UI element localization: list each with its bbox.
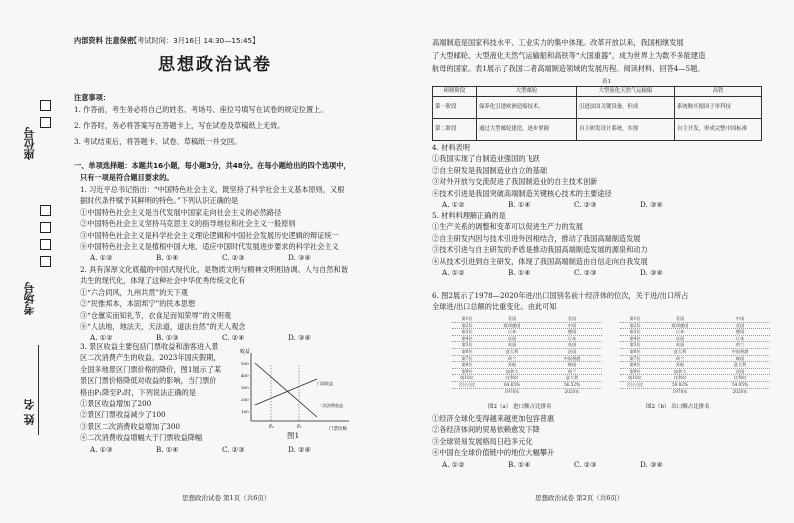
rank-cell: 意大利 (505, 348, 519, 354)
table-cell: 通过大型邮轮建造，逐步掌握 (477, 119, 577, 141)
rank-cell: 法国 (735, 368, 745, 374)
rank-row (452, 375, 602, 382)
rank-row (452, 323, 602, 330)
rank-row (452, 329, 602, 336)
question-line: 据时代条件赋予其鲜明的特色。”下列认识正确的是 (80, 196, 239, 206)
rank-cell: 意大利 (733, 362, 747, 368)
rank-cell: 荷兰 (735, 342, 745, 348)
rank-cell: 德国 (735, 329, 745, 335)
question-line: ②中国特色社会主义坚持马克思主义的指导地位和社会主义一般原则 (80, 219, 296, 229)
rank-cell: 联邦德国 (671, 322, 689, 328)
y-tick: 100 (241, 409, 249, 414)
table-cell: 自主研发设计系统，实现 (577, 119, 675, 141)
option-a: A. ①② (90, 333, 113, 343)
question-line: ②景区门票收益减少了100 (80, 410, 166, 420)
rank-cell: 日本 (675, 329, 685, 335)
option-a: A. ①② (442, 200, 465, 210)
option-b: B. ①④ (508, 200, 531, 210)
rank-cell: 荷兰 (675, 355, 685, 361)
year-label: 2020年 (732, 388, 748, 394)
rank-cell: 比利时 (505, 375, 519, 381)
rank-cell: 苏联 (507, 362, 517, 368)
option-b: B. ①④ (156, 444, 179, 454)
rank-cell: 法国 (567, 348, 577, 354)
option-c: C. ②③ (574, 200, 597, 210)
question-line: ④中国在全球价值链中的地位大幅攀升 (432, 448, 555, 458)
rank-cell: 第9位 (629, 368, 641, 374)
rank-row (452, 349, 602, 356)
table-row (433, 97, 762, 119)
exam-time: 【考试时间：3月16日 14:30—15:45】 (130, 36, 260, 45)
year-label: 1978年 (672, 388, 688, 394)
section-heading: 只有一项是符合题目要求的。 (80, 173, 174, 182)
rank-row (452, 336, 602, 343)
rank-cell: 意大利 (565, 375, 579, 381)
seat-label: 座位号 (23, 127, 36, 160)
question-line: 全国多地景区门票价格的降价，图1展示了某 (80, 364, 222, 374)
year-label: 1978年 (504, 388, 520, 394)
y-tick: 200 (241, 397, 249, 402)
question-line: ③景区二次消费收益增加了300 (80, 421, 180, 431)
rank-cell: 第9位 (461, 368, 473, 374)
rank-row (620, 336, 770, 343)
rank-row (620, 356, 770, 363)
figure-2b (620, 316, 770, 394)
rank-cell: 苏联 (675, 362, 685, 368)
question-line: 景区门票价格降低对收益的影响，当门票价 (80, 376, 217, 386)
figure-2a (452, 316, 602, 394)
rank-row (620, 316, 770, 323)
rank-cell: 英国 (567, 342, 577, 348)
year-row (452, 389, 602, 395)
rank-row (620, 375, 770, 382)
rank-cell: 合计占比 (626, 381, 644, 387)
table-1 (432, 86, 762, 141)
rank-cell: 韩国 (567, 362, 577, 368)
question-line: 5. 材料料理解正确的是 (432, 211, 506, 220)
rank-cell: 联邦德国 (503, 322, 521, 328)
rank-cell: 第2位 (629, 322, 641, 328)
footer-page-2: 思想政治试卷 第2页（共6页） (535, 494, 624, 502)
question-line: ①生产关系的调整和变革可以促进生产力的发展 (432, 222, 583, 232)
rank-cell: 第8位 (461, 362, 473, 368)
question-line: 共生的现代化，体现了这种社会中华优秀传统文化有 (80, 276, 246, 286)
question-1 (80, 184, 354, 264)
notes-heading: 注意事项： (74, 93, 110, 102)
figure-1-caption: 图1 (287, 431, 300, 440)
rank-row (620, 349, 770, 356)
rank-cell: 第7位 (629, 355, 641, 361)
question-6-statements (432, 413, 706, 470)
name-line (38, 345, 39, 435)
note-item: 1. 作答前，考生务必将自己的姓名、考场号、座位号填写在试卷的规定位置上。 (74, 105, 328, 114)
question-line: ④“人法地，地法天，天法道，道法自然”的天人观念 (80, 322, 246, 332)
option-b: B. ①③ (156, 333, 179, 343)
question-line: 区二次消费产生的收益。2023年国庆假期， (80, 353, 221, 363)
rank-cell: 第1位 (629, 316, 641, 321)
rank-cell: 法国 (675, 335, 685, 341)
rank-cell: 第4位 (629, 335, 641, 341)
rank-cell: 韩国 (735, 355, 745, 361)
exam-box (40, 239, 51, 250)
question-6 (432, 290, 688, 313)
rank-cell: 中国香港 (563, 355, 581, 361)
rank-cell: 第4位 (461, 335, 473, 341)
line-label: 二次消费收益 (319, 403, 343, 408)
question-line: ③全球贸易发展格局日趋多元化 (432, 436, 533, 446)
rank-cell: 加拿大 (505, 368, 519, 374)
year-spacer (452, 389, 482, 395)
rank-cell: 美国 (507, 316, 517, 321)
ticket-revenue-line (255, 379, 317, 405)
question-line: ②自主研发是我国制造业自立的基础 (432, 165, 548, 175)
rank-cell: 中国 (567, 322, 577, 328)
line-label: 门票收益 (317, 381, 333, 386)
rank-cell: 美国 (735, 322, 745, 328)
option-c: C. ②④ (222, 333, 245, 343)
page-title: 思想政治试卷 (158, 55, 272, 75)
rank-cell: 日本 (735, 335, 745, 341)
question-line: ③中国特色社会主义是科学社会主义理论逻辑和中国社会发展历史逻辑的辩证统一 (80, 230, 339, 240)
figure-2b-grid (620, 316, 770, 394)
rank-cell: 第3位 (461, 329, 473, 335)
option-a: A. ①② (442, 268, 465, 278)
rank-cell: 第10位 (460, 375, 474, 381)
question-line: ④从技术引进到自主研发，体现了我国高端制造由自信走向自我发展 (432, 256, 648, 266)
rank-cell: 英国 (675, 342, 685, 348)
left-column (72, 0, 420, 523)
question-line: 格由P₁降至P₂时，下列说法正确的是 (80, 387, 197, 397)
option-d: D. ③④ (288, 253, 311, 263)
rank-cell: 56.52% (564, 381, 580, 387)
rank-row (620, 369, 770, 376)
question-2 (80, 264, 354, 344)
question-line: ②自主研发内因与技术引进外因相结合，推动了我国高端制造发展 (432, 233, 641, 243)
options-row (80, 444, 354, 455)
rank-cell: 美国 (675, 316, 685, 321)
rank-cell: 比利时 (673, 375, 687, 381)
exam-box (40, 205, 51, 216)
option-d: D. ②④ (288, 444, 311, 454)
rank-cell: 第10位 (628, 375, 642, 381)
material-line: 高端制造是国家科技水平、工业实力的集中体现。改革开放以来，我国相继发展 (432, 38, 684, 47)
question-line: ③“仓廪实而知礼节，衣食足而知荣辱”的文明观 (80, 310, 232, 320)
option-c: C. ②③ (222, 444, 245, 454)
rank-cell: 英国 (507, 342, 517, 348)
question-4 (432, 142, 706, 210)
table-cell: 引进法国关键设备，但成 (577, 97, 675, 119)
x-tick: P₂ (269, 425, 274, 430)
rank-row (452, 382, 602, 389)
rank-cell: 第5位 (629, 342, 641, 348)
option-d: D. ③④ (640, 268, 663, 278)
binding-sidebar (0, 0, 70, 523)
option-b: B. ①④ (508, 459, 531, 469)
rank-cell: 59.82% (672, 381, 688, 387)
question-line: ②“民惟邦本，本固邦宁”的民本思想 (80, 299, 196, 309)
question-line: 4. 材料表明 (432, 143, 470, 152)
question-line: 1. 习近平总书记指出：“中国特色社会主义，既坚持了科学社会主义基本原则，又根 (80, 185, 345, 194)
table-header-cell: 大型液化天然气运输船 (577, 87, 675, 97)
question-line: ④中国特色社会主义是植根中国大地、适应中国时代发展进步要求的科学社会主义 (80, 242, 339, 252)
option-b: B. ①④ (508, 268, 531, 278)
material-line: 了大型邮轮、大型液化天然气运输船和高铁等“大国重器”，成为世界上为数不多能建造 (432, 51, 706, 60)
x-axis-label: 门票价格 (329, 427, 347, 432)
secondary-revenue-line (255, 363, 317, 417)
y-tick: 500 (241, 361, 249, 366)
name-label: 姓 名 (23, 399, 36, 425)
question-line: ①景区收益增加了200 (80, 399, 152, 409)
rank-row (452, 356, 602, 363)
rank-row (452, 362, 602, 369)
question-line: ①中国特色社会主义是当代发展中国家走向社会主义的必然路径 (80, 207, 282, 217)
table-cell: 保养化引进欧洲造船技术， (477, 97, 577, 119)
table-header-cell: 高铁 (675, 87, 762, 97)
year-row (620, 389, 770, 395)
table-header-row (433, 87, 762, 97)
rank-cell: 第7位 (461, 355, 473, 361)
options-row (432, 199, 706, 210)
figure-2a-caption: 图2（a） 进口额占比排名 (488, 404, 552, 410)
rank-row (452, 342, 602, 349)
exam-box (40, 222, 51, 233)
question-line: 全球进/出口总额的比重变化。由此可知 (432, 302, 557, 312)
rank-row (452, 369, 602, 376)
footer-page-1: 思想政治试卷 第1页（共6页） (182, 494, 271, 502)
option-c: C. ②③ (574, 268, 597, 278)
rank-cell: 64.65% (504, 381, 520, 387)
rank-row (620, 329, 770, 336)
option-a: A. ①③ (90, 444, 113, 454)
question-5 (432, 210, 706, 278)
option-a: A. ①② (90, 253, 113, 263)
option-d: D. ③④ (288, 333, 311, 343)
option-d: D. ③④ (640, 459, 663, 469)
question-line: ①经济全球化变得越来越更加包容普惠 (432, 414, 555, 423)
question-line: ④技术引进是我国突破高端制造关键核心技术的主要途径 (432, 188, 612, 198)
options-row (432, 459, 706, 470)
figure-2a-grid (452, 316, 602, 394)
question-line: 3. 景区收益主要包括门票收益和游客进入景 (80, 342, 219, 351)
rank-row (620, 323, 770, 330)
rank-cell: 第6位 (629, 348, 641, 354)
table-cell: 自主开发，形成完整中国标准 (675, 119, 762, 141)
rank-cell: 第2位 (461, 322, 473, 328)
rank-cell: 第6位 (461, 348, 473, 354)
question-line: ③技术引进与自主研发的矛盾是推动我国高端制造发展的源泉和动力 (432, 245, 648, 255)
question-line: ②各经济体间的贸易依赖愈发下降 (432, 425, 540, 435)
rank-cell: 中国 (735, 316, 745, 321)
section-heading: 一、单项选择题：本题共16小题，每小题3分，共48分。在每小题给出的四个选项中， (74, 161, 351, 170)
figure-1-chart (237, 345, 357, 437)
table-title: 表1 (602, 79, 611, 85)
seat-box (40, 100, 51, 111)
y-axis-label: 收益 (240, 349, 251, 355)
rank-cell: 荷兰 (507, 355, 517, 361)
table-header-cell: 大型邮轮 (477, 87, 577, 97)
question-line: ③对外开放与交流促进了我国制造业的自主技术创新 (432, 177, 598, 187)
table-cell: 第二阶段 (433, 119, 477, 141)
figure-2b-caption: 图2（b） 出口额占比排名 (646, 404, 710, 410)
question-line: 6. 图2展示了1978—2020年进/出口国别名前十经济体的位次，关于进/出口所占 (432, 291, 689, 300)
confidential-note: 内部资料 注意保密 (74, 36, 135, 45)
rank-cell: 比利时 (733, 375, 747, 381)
year-label: 2020年 (564, 388, 580, 394)
option-d: D. ③④ (640, 200, 663, 210)
rank-row (620, 342, 770, 349)
material-line: 航母的国家。表1展示了我国二者高端制造领域的发展历程。阅读材料，回答4—5题。 (432, 64, 705, 73)
rank-cell: 加拿大 (673, 368, 687, 374)
year-spacer (620, 389, 650, 395)
rank-cell: 意大利 (673, 348, 687, 354)
table-header-cell: 研制阶段 (433, 87, 477, 97)
question-line: ①我国实现了自制造业强国的飞跃 (432, 154, 540, 164)
options-row (432, 267, 706, 278)
rank-cell: 美国 (567, 316, 577, 321)
question-line: ①“六合同风，九州共贯”的天下观 (80, 287, 188, 297)
table-cell: 系统购买德国子单科技 (675, 97, 762, 119)
rank-cell: 第5位 (461, 342, 473, 348)
rank-cell: 第8位 (629, 362, 641, 368)
rank-row (620, 382, 770, 389)
rank-row (452, 316, 602, 323)
question-line: ④二次消费收益增幅大于门票收益降幅 (80, 433, 203, 443)
rank-cell: 法国 (507, 335, 517, 341)
option-a: A. ①② (442, 459, 465, 469)
rank-cell: 中国香港 (731, 348, 749, 354)
rank-row (620, 362, 770, 369)
option-b: B. ①④ (156, 253, 179, 263)
rank-cell: 日本 (507, 329, 517, 335)
y-tick: 300 (241, 385, 249, 390)
note-item: 3. 考试结束后，将答题卡、试卷、草稿纸一并交回。 (74, 137, 242, 146)
rank-cell: 54.95% (732, 381, 748, 387)
options-row (80, 252, 354, 263)
right-column (430, 0, 785, 523)
x-tick: P₁ (297, 425, 302, 430)
exam-box (40, 256, 51, 267)
table-cell: 第一阶段 (433, 97, 477, 119)
question-line: 2. 具有深厚文化底蕴的中国式现代化，是物质文明与精神文明相协调、人与自然和谐 (80, 265, 348, 274)
note-item: 2. 作答时，务必将答案写在答题卡上，写在试卷及草稿纸上无效。 (74, 121, 285, 130)
rank-cell: 第1位 (461, 316, 473, 321)
rank-cell: 德国 (567, 329, 577, 335)
exam-no-label: 考场号 (23, 282, 36, 315)
rank-cell: 荷兰 (567, 368, 577, 374)
table-row (433, 119, 762, 141)
seat-box (40, 117, 51, 128)
option-c: C. ②③ (222, 253, 245, 263)
rank-cell: 合计占比 (458, 381, 476, 387)
option-c: C. ②③ (574, 459, 597, 469)
rank-cell: 第3位 (629, 329, 641, 335)
y-tick: 400 (241, 373, 249, 378)
rank-cell: 日本 (567, 335, 577, 341)
